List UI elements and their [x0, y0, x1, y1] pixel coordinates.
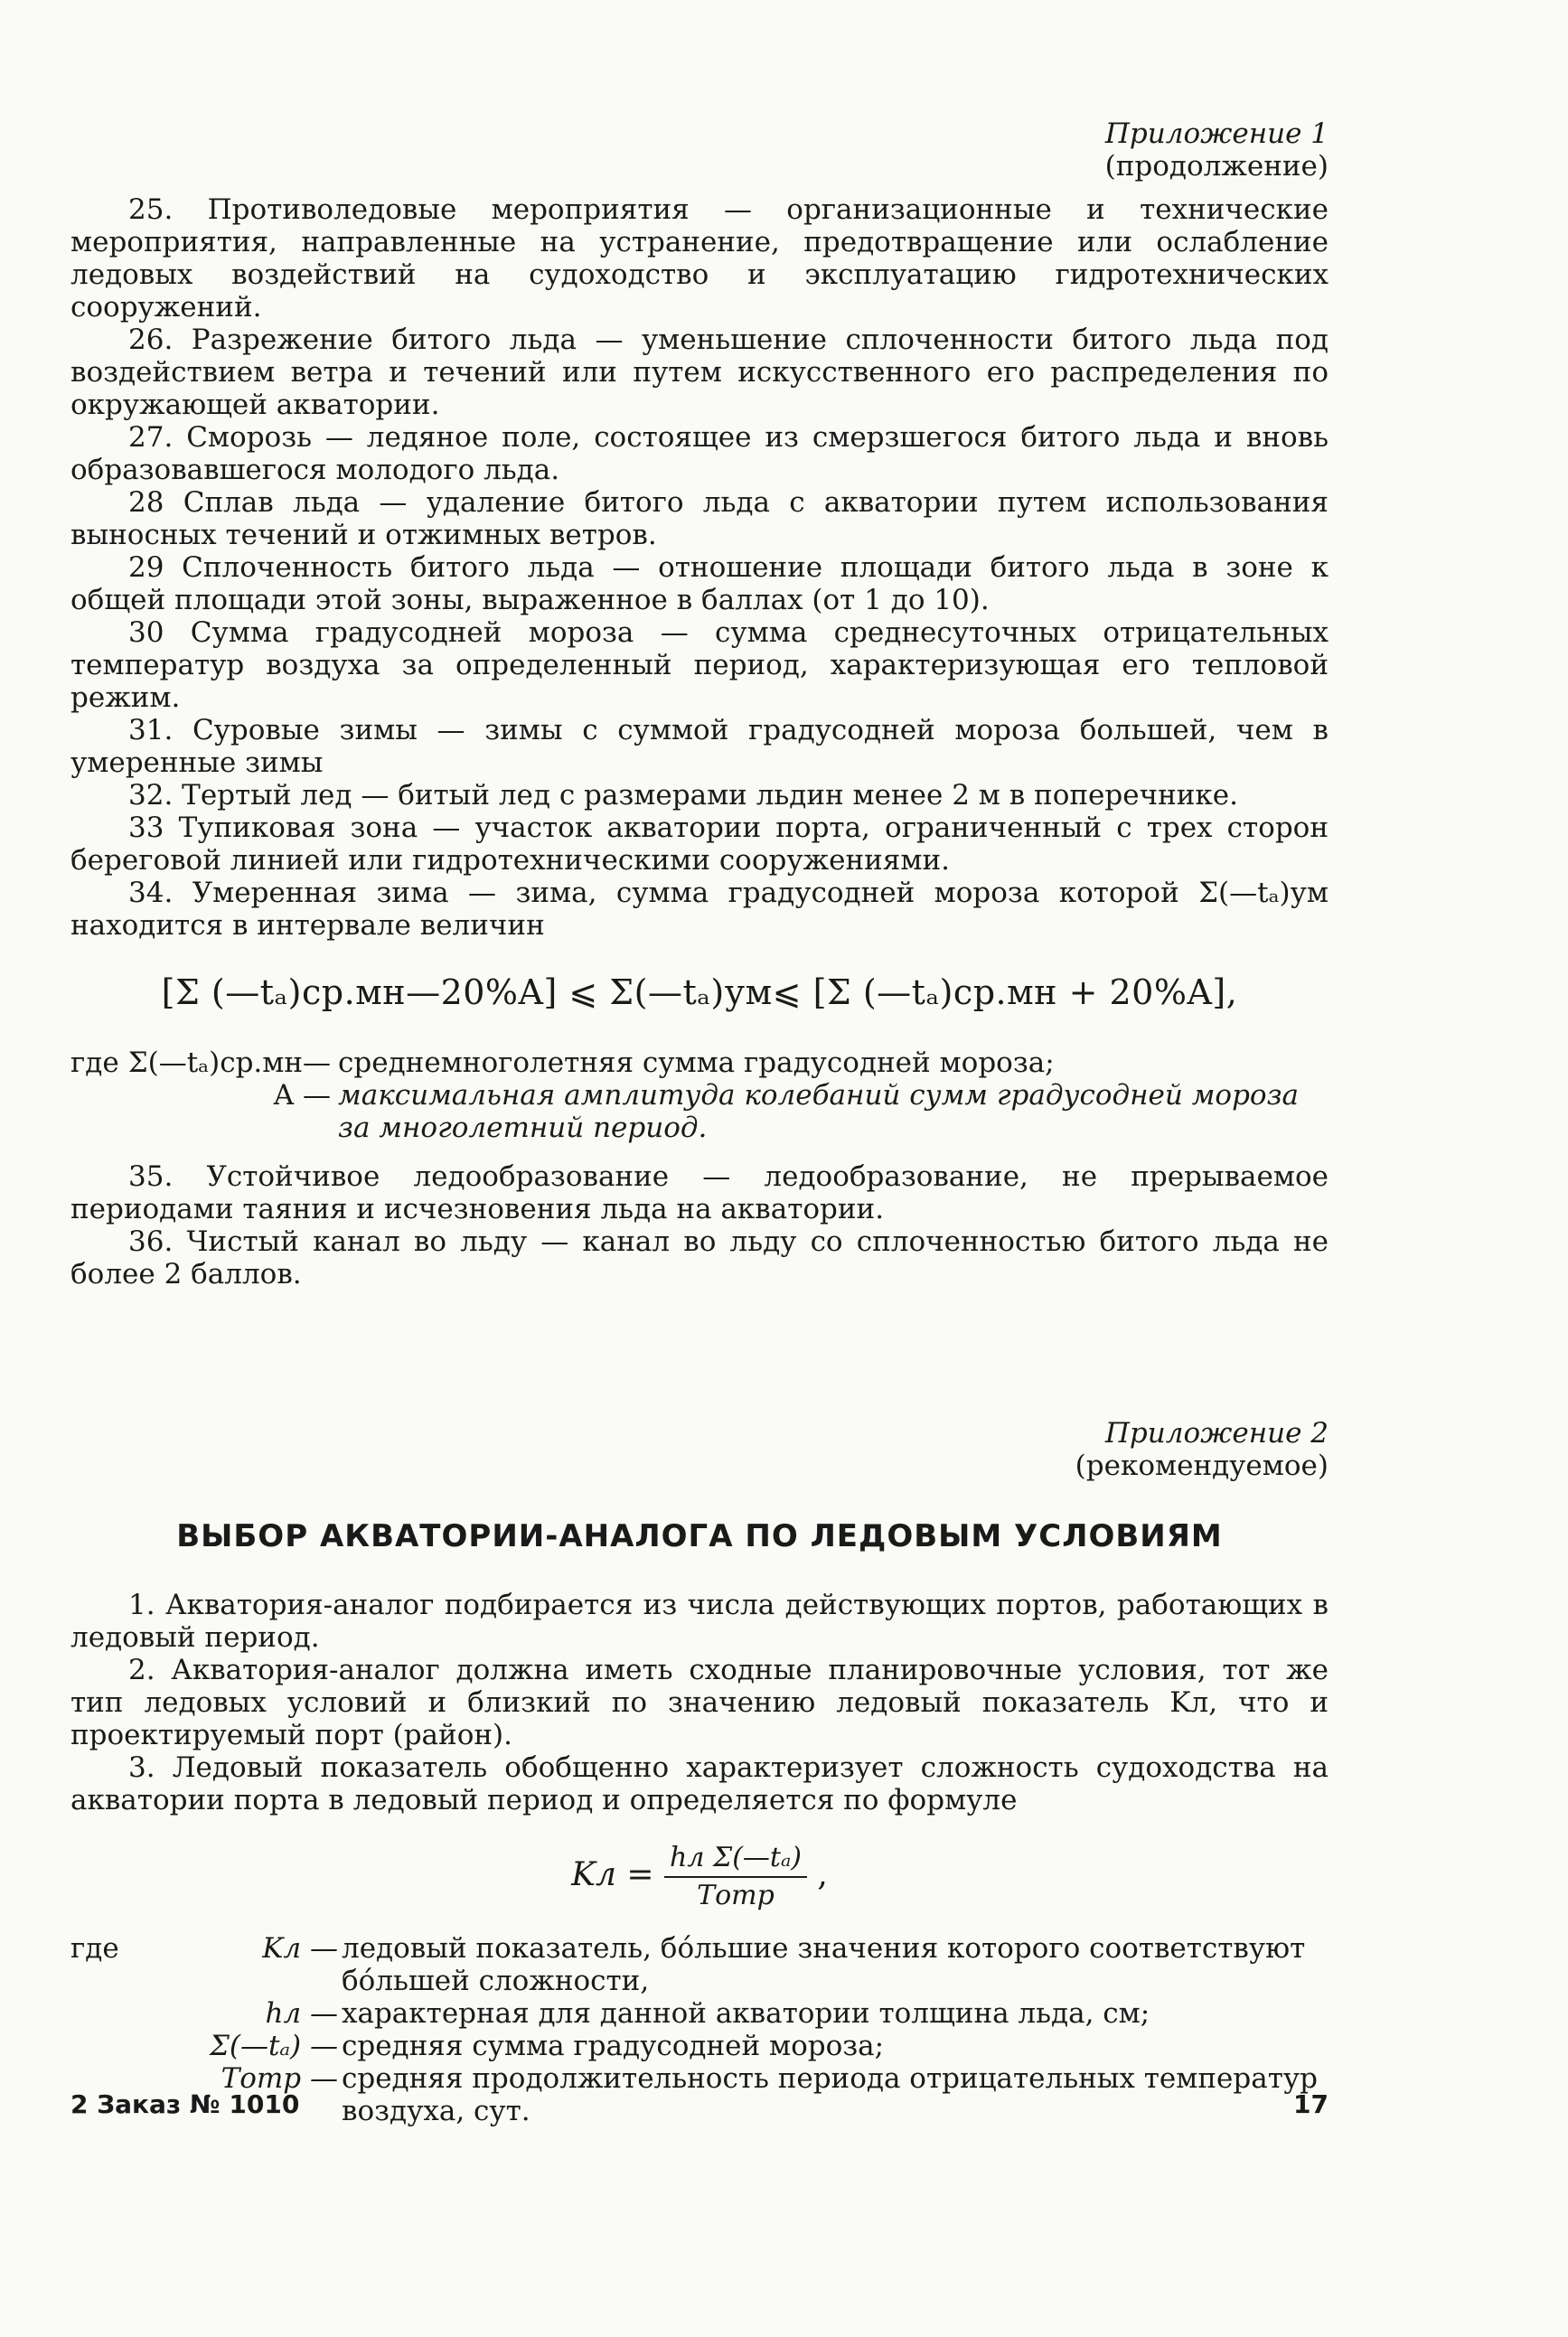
- definition-item: 26. Разрежение битого льда — уменьшение сплоченности битого льда под воздействием ветра и течений или путем искусственного его распределения по окружающей акватории.: [70, 324, 1329, 421]
- formula-numerator: hл Σ(—tₐ): [664, 1842, 807, 1878]
- definition-item: 27. Сморозь — ледяное поле, состоящее из смерзшегося битого льда и вновь образовавшегося молодого льда.: [70, 421, 1329, 486]
- page-number: 17: [1293, 2089, 1329, 2119]
- legend-definition: максимальная амплитуда колебаний сумм градусодней мороза за многолетний период.: [338, 1079, 1299, 1144]
- page-footer: [70, 2089, 1329, 2119]
- document-page: [70, 117, 1329, 2127]
- legend-symbol: Tотр —: [221, 2062, 338, 2095]
- numbered-item: 3. Ледовый показатель обобщенно характеризует сложность судоходства на акватории порта в ледовый период и определяется по формуле: [70, 1751, 1329, 1816]
- order-number: 2 Заказ № 1010: [70, 2089, 300, 2119]
- definition-item: 32. Тертый лед — битый лед с размерами льдин менее 2 м в поперечнике.: [128, 779, 1238, 812]
- appendix1-title: Приложение 1: [1104, 117, 1329, 150]
- formula-fraction: [664, 1842, 807, 1912]
- definition-item: 29 Сплоченность битого льда — отношение площади битого льда в зоне к общей площади этой зоны, выраженное в баллах (от 1 до 10).: [70, 551, 1329, 616]
- legend-symbol: Σ(—tₐ) —: [209, 2030, 338, 2062]
- definition-item: 25. Противоледовые мероприятия — организационные и технические мероприятия, направленные на устранение, предотвращение или ослабление ледовых воздействий на судоходство и эксплуатацию гидротехнических сооружений.: [70, 193, 1329, 324]
- section-heading: ВЫБОР АКВАТОРИИ-АНАЛОГА ПО ЛЕДОВЫМ УСЛОВИЯМ: [176, 1518, 1223, 1554]
- formula-lhs: Kл =: [571, 1856, 654, 1893]
- ice-index-formula: [70, 1842, 1329, 1912]
- legend-definition: ледовый показатель, бóльшие значения которого соответствуют бóльшей сложности,: [342, 1932, 1306, 1997]
- legend-symbol: Kл —: [262, 1932, 338, 1965]
- formula-tail: ,: [817, 1856, 828, 1893]
- legend-symbol: Σ(—tₐ)ср.мн—: [127, 1046, 332, 1079]
- definition-item: 28 Сплав льда — удаление битого льда с акватории путем использования выносных течений и отжимных ветров.: [70, 486, 1329, 551]
- formula1-legend: [70, 1046, 1329, 1144]
- appendix2-note: (рекомендуемое): [1075, 1450, 1329, 1482]
- definition-item: 36. Чистый канал во льду — канал во льду со сплоченностью битого льда не более 2 баллов.: [70, 1225, 1329, 1291]
- definition-item: 35. Устойчивое ледообразование — ледообразование, не прерываемое периодами таяния и исчезновения льда на акватории.: [70, 1160, 1329, 1225]
- definition-item: 30 Сумма градусодней мороза — сумма среднесуточных отрицательных температур воздуха за определенный период, характеризующая его тепловой режим.: [70, 616, 1329, 714]
- legend-symbol: hл —: [265, 1997, 338, 2030]
- legend-definition: характерная для данной акватории толщина льда, см;: [342, 1997, 1150, 2030]
- numbered-item: 1. Акватория-аналог подбирается из числа действующих портов, работающих в ледовый период.: [70, 1589, 1329, 1654]
- definition-item: 33 Тупиковая зона — участок акватории порта, ограниченный с трех сторон береговой линией или гидротехническими сооружениями.: [70, 812, 1329, 877]
- numbered-item: 2. Акватория-аналог должна иметь сходные планировочные условия, тот же тип ледовых условий и близкий по значению ледовый показатель Kл, что и проектируемый порт (район).: [70, 1654, 1329, 1751]
- legend-definition: средняя продолжительность периода отрицательных температур воздуха, сут.: [342, 2062, 1318, 2127]
- where-word: где: [70, 1932, 119, 1965]
- legend-definition: среднемноголетняя сумма градусодней мороза;: [338, 1046, 1055, 1079]
- legend-definition: средняя сумма градусодней мороза;: [342, 2030, 885, 2062]
- where-word: где: [70, 1046, 119, 1079]
- legend-rows: [128, 1046, 1329, 1144]
- formula-denominator: Tотр: [697, 1880, 775, 1911]
- appendix1-note: (продолжение): [1104, 150, 1329, 183]
- definition-item: 31. Суровые зимы — зимы с суммой градусодней мороза большей, чем в умеренные зимы: [70, 714, 1329, 779]
- moderate-winter-formula: [Σ (—tₐ)ср.мн—20%A] ⩽ Σ(—tₐ)ум⩽ [Σ (—tₐ)ср.мн + 20%A],: [161, 972, 1238, 1012]
- definition-item: 34. Умеренная зима — зима, сумма градусодней мороза которой Σ(—tₐ)ум находится в интервале величин: [70, 877, 1329, 942]
- definitions-list: [70, 193, 1329, 942]
- legend-symbol: A —: [273, 1079, 332, 1112]
- appendix2-title: Приложение 2: [1104, 1417, 1329, 1450]
